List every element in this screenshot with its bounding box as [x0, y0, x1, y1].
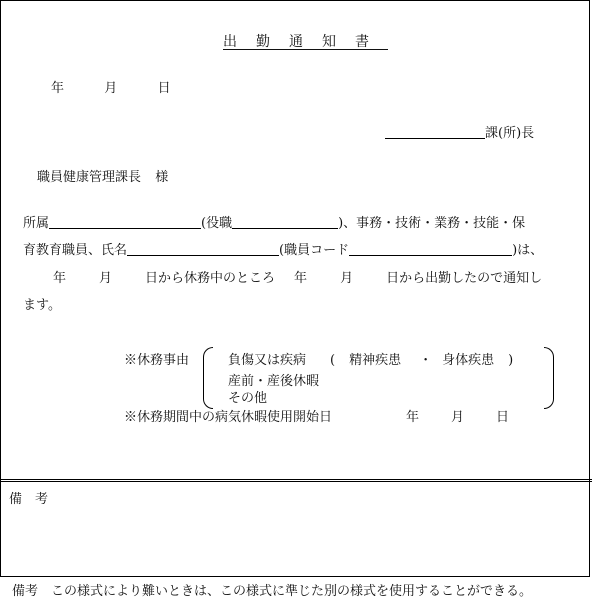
date-day-label: 日	[157, 81, 171, 96]
addressee-honorific: 様	[155, 170, 169, 185]
position-blank[interactable]	[232, 214, 338, 229]
leave-reason-option-3[interactable]: その他	[228, 391, 268, 406]
department-suffix: 課(所)長	[485, 126, 535, 141]
employee-code-label: (職員コード	[279, 243, 350, 258]
line2-end: )は、	[512, 243, 544, 258]
section-divider	[0, 479, 592, 482]
paren-open: (	[330, 353, 336, 368]
leave-reason-option-2[interactable]: 産前・産後休暇	[228, 374, 320, 389]
body-line-3	[53, 267, 542, 286]
right-bracket	[544, 347, 554, 409]
addressee-name: 職員健康管理課長	[37, 170, 142, 185]
separator-dot: ・	[419, 353, 433, 368]
employee-code-blank[interactable]	[349, 241, 512, 256]
return-text: 日から出勤したので通知し	[386, 271, 543, 286]
sick-leave-start-label: ※休務期間中の病気休暇使用開始日	[124, 410, 333, 425]
return-year: 年	[294, 271, 308, 286]
body-line-1	[23, 212, 525, 231]
addressee	[37, 166, 168, 185]
date-year-label: 年	[51, 81, 65, 96]
sick-leave-day: 日	[496, 410, 510, 425]
return-month: 月	[340, 271, 354, 286]
leave-start-month: 月	[99, 271, 113, 286]
body-line-2	[23, 239, 543, 258]
left-bracket	[203, 347, 213, 409]
department-blank[interactable]	[385, 124, 485, 139]
sick-leave-month: 月	[451, 410, 465, 425]
form-title: 出勤通知書	[223, 34, 388, 50]
injury-illness-label: 負傷又は疾病	[228, 353, 307, 368]
affiliation-label: 所属	[23, 216, 50, 231]
body-line-4: ます。	[23, 298, 61, 313]
sick-leave-year: 年	[406, 410, 420, 425]
date-month-label: 月	[104, 81, 118, 96]
leave-start-year: 年	[53, 271, 67, 286]
leave-reason-option-1[interactable]	[228, 349, 513, 368]
paren-close: )	[508, 353, 514, 368]
job-categories-text: )、事務・技術・業務・技能・保	[338, 216, 526, 231]
leave-start-text: 日から休務中のところ	[145, 271, 276, 286]
affiliation-blank[interactable]	[49, 214, 201, 229]
sick-leave-start-row	[124, 406, 509, 425]
mental-illness-option[interactable]: 精神疾患	[349, 353, 402, 368]
remarks-field[interactable]	[9, 500, 587, 574]
date-row	[51, 77, 171, 96]
physical-illness-option[interactable]: 身体疾患	[442, 353, 495, 368]
name-blank[interactable]	[127, 241, 279, 256]
leave-reason-label: ※休務事由	[124, 353, 190, 368]
name-label: 育教育職員、氏名	[23, 243, 128, 258]
footnote: 備考 この様式により難いときは、この様式に準じた別の様式を使用することができる。	[12, 584, 533, 599]
position-label: (役職	[201, 216, 233, 231]
remarks-label: 備 考	[9, 492, 49, 507]
department-head-line	[385, 122, 534, 141]
